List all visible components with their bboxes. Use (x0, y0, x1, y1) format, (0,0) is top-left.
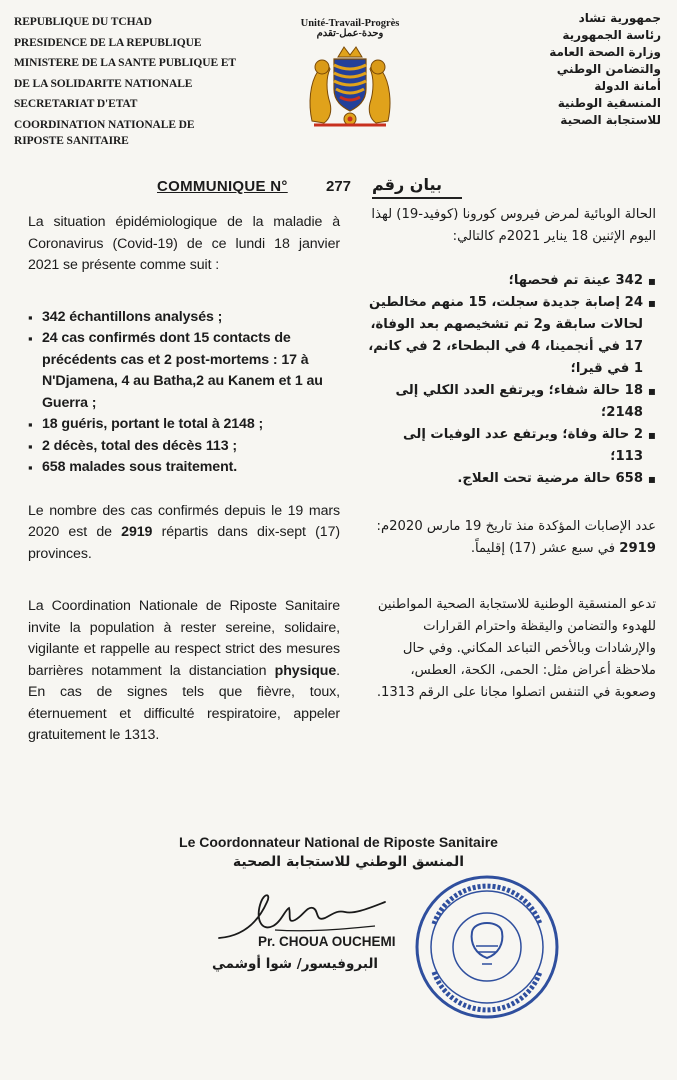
header-left-line: SECRETARIAT D'ETAT (14, 98, 138, 110)
arabic-appeal-paragraph: تدعو المنسقية الوطنية للاستجابة الصحية المواطنين للهدوء والتضامن واليقظة واحترام القرارات والإرشادات وبالأخص التباعد المكاني. وفي حال ملاحظة أعراض مثل: الحمى، الكحة، العطس، وصعوبة في التنفس اتصلوا مجانا على الرقم 1313. (376, 597, 656, 700)
french-total-paragraph (28, 501, 340, 566)
header-right-line: جمهورية تشاد (578, 11, 661, 25)
motto-arabic: وحدة-عمل-تقدم (316, 28, 384, 39)
arabic-total-value: 2919 (619, 541, 656, 556)
signatory-name-arabic: البروفيسور/ شوا أوشمي (212, 956, 379, 972)
arabic-intro: الحالة الوبائية لمرض فيروس كورونا (كوفيد-19) لهذا اليوم الإثنين 18 يناير 2021م كالتالي: (371, 207, 656, 244)
list-item: ▪ 2 décès, total des décès 113 ; (28, 436, 340, 458)
french-total-before: Le nombre des cas confirmés depuis le 19 mars 2020 est de (28, 502, 340, 540)
title-underline (372, 197, 462, 199)
header-center-block (285, 18, 415, 133)
header-left-line: REPUBLIQUE DU TCHAD (14, 16, 152, 28)
coat-of-arms-icon (300, 43, 400, 133)
list-item: ▪ 2 حالة وفاة؛ ويرتفع عدد الوفيات إلى 113؛ (366, 424, 656, 468)
list-item: ▪ 18 guéris, portant le total à 2148 ; (28, 414, 340, 436)
french-intro: La situation épidémiologique de la maladie à Coronavirus (Covid-19) de ce lundi 18 janvier 2021 se présente comme suit : (28, 214, 340, 273)
header-right-line: والتضامن الوطني (556, 62, 661, 76)
title-french: COMMUNIQUE N° (157, 178, 288, 195)
communique-number: 277 (326, 178, 352, 195)
arabic-column (366, 204, 656, 704)
title-arabic: بيان رقم (372, 175, 443, 194)
french-total-after: répartis dans dix-sept (17) provinces. (28, 524, 340, 562)
list-item: ▪ 24 إصابة جديدة سجلت، 15 منهم مخالطين لحالات سابقة و2 تم تشخيصهم بعد الوفاة، 17 في أنجمينا، 4 في البطحاء، 2 في كانم، 1 في قيرا؛ (366, 292, 656, 380)
list-item: ▪ 18 حالة شفاء؛ ويرتفع العدد الكلي إلى 2148؛ (366, 380, 656, 424)
header-right-line: رئاسة الجمهورية (562, 28, 661, 42)
arabic-figures-list (366, 270, 656, 490)
list-item: ▪ 24 cas confirmés dont 15 contacts de précédents cas et 2 post-mortems : 17 à N'Djamena, 4 au Batha,2 au Kanem et 1 au Guerra ; (28, 328, 340, 414)
french-appeal-part2: . En cas de signes tels que fièvre, toux, éternuement et difficulté respiratoire, appeler gratuitement le 1313. (28, 662, 340, 743)
arabic-total-after: في سبع عشر (17) إقليماً. (470, 541, 620, 556)
header-left-block (14, 12, 264, 147)
official-stamp-icon (412, 872, 562, 1022)
list-item: ▪ 658 malades sous traitement. (28, 457, 340, 479)
french-appeal-paragraph (28, 596, 340, 747)
french-total-value: 2919 (121, 524, 153, 540)
header-right-line: المنسقية الوطنية (557, 96, 661, 110)
list-item: ▪ 342 échantillons analysés ; (28, 307, 340, 329)
header-left-line: RIPOSTE SANITAIRE (14, 135, 129, 147)
french-appeal-part1: La Coordination Nationale de Riposte Sanitaire invite la population à rester sereine, solidaire, vigilante et rappelle au respect strict des mesures barrières notamment la distanciation (28, 598, 340, 679)
signatory-title-arabic: المنسق الوطني للاستجابة الصحية (232, 854, 465, 870)
french-appeal-bold: physique (274, 662, 337, 679)
communique-title (0, 175, 677, 200)
header-left-line: PRESIDENCE DE LA REPUBLIQUE (14, 36, 202, 49)
header-right-line: أمانة الدولة (594, 79, 661, 93)
arabic-total-before: عدد الإصابات المؤكدة منذ تاريخ 19 مارس 2020م: (376, 519, 656, 534)
header-right-block (501, 10, 661, 129)
header-right-line: للاستجابة الصحية (560, 113, 661, 127)
header-right-line: وزارة الصحة العامة (549, 45, 661, 59)
list-item: ▪ 658 حالة مرضية تحت العلاج. (366, 468, 656, 490)
header-left-line: COORDINATION NATIONALE DE (14, 118, 195, 131)
list-item: ▪ 342 عينة تم فحصها؛ (366, 270, 656, 292)
signatory-title-french: Le Coordonnateur National de Riposte Sanitaire (179, 834, 498, 850)
french-figures-list (28, 307, 340, 479)
signatory-name-french: Pr. CHOUA OUCHEMI (258, 934, 396, 949)
french-column (28, 212, 340, 747)
header-left-line: MINISTERE DE LA SANTE PUBLIQUE ET (14, 57, 236, 69)
motto-french: Unité-Travail-Progrès (300, 18, 400, 29)
header-left-line: DE LA SOLIDARITE NATIONALE (14, 77, 193, 90)
arabic-total-paragraph (366, 516, 656, 560)
